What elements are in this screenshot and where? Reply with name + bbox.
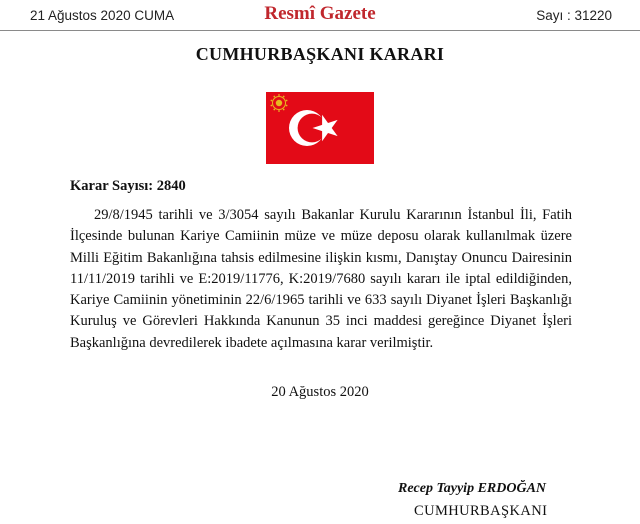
gazette-title: Resmî Gazete [264, 3, 376, 24]
header-divider [0, 30, 640, 31]
decision-date: 20 Ağustos 2020 [271, 384, 369, 400]
signer-name: Recep Tayyip ERDOĞAN [398, 481, 547, 496]
document-title: CUMHURBAŞKANI KARARI [195, 44, 445, 64]
decision-body-text: 29/8/1945 tarihli ve 3/3054 sayılı Bakanlar Kurulu Kararının İstanbul İli, Fatih İlçesinde bulunan Kariye Camiinin müze ve müze deposu olarak kullanılmak üzere Milli Eğitim Bakanlığına tahsis edilmesine ilişkin kısmı, Danıştay Onuncu Dairesinin 11/11/2019 tarihli ve E:2019/11776, K:2019/7680 sayılı kararı ile iptal edildiğinden, Kariye Camiinin yönetiminin 22/6/1965 tarihli ve 633 sayılı Diyanet İşleri Başkanlığı Kuruluş ve Görevleri Hakkında Kanunun 35 inci maddesi gereğince Diyanet İşleri Başkanlığına devredilerek ibadete açılmasına karar verilmiştir. [70, 207, 572, 351]
issue-number: Sayı : 31220 [536, 8, 612, 23]
signer-title: CUMHURBAŞKANI [414, 503, 548, 519]
decision-number: Karar Sayısı: 2840 [70, 178, 186, 194]
gazette-header [0, 0, 640, 32]
publication-date: 21 Ağustos 2020 CUMA [30, 8, 175, 23]
turkish-flag-icon [266, 92, 374, 164]
